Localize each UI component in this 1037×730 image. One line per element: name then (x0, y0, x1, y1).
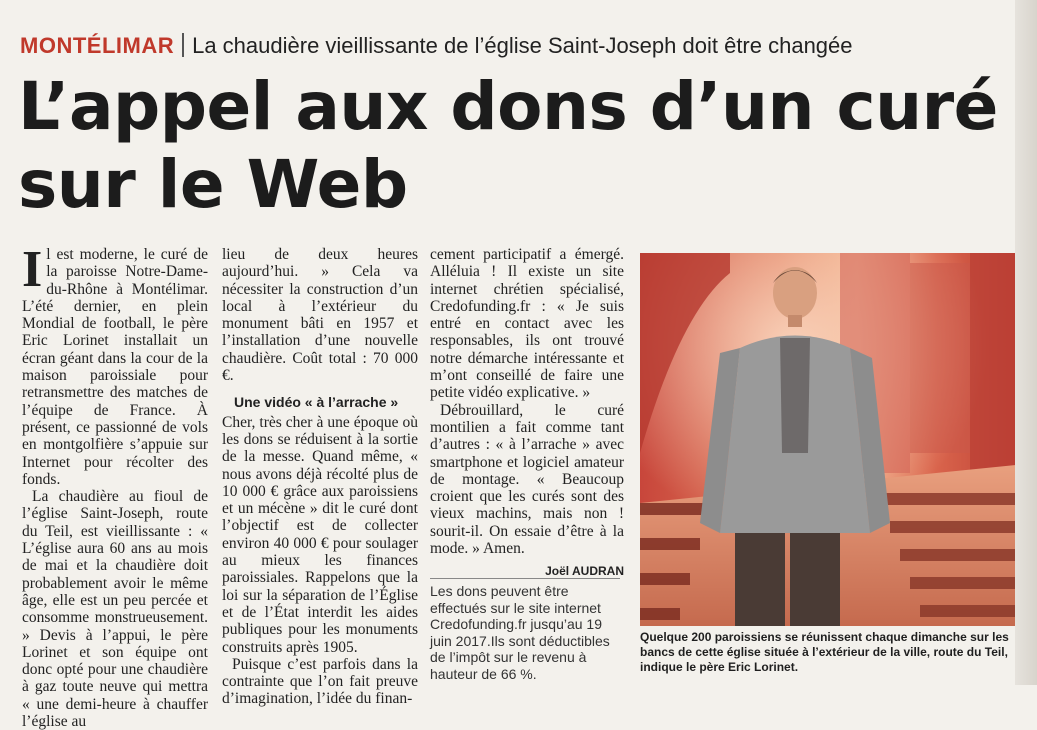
article-headline: L’appel aux dons d’un curé sur le Web (18, 68, 998, 223)
paragraph: Puisque c’est parfois dans la contrainte que l’on fait preuve d’imagination, l’idée du finan- (222, 655, 418, 708)
article-subtitle: La chaudière vieillissante de l’église Saint-Joseph doit être changée (192, 33, 853, 58)
article-column-2 (222, 246, 418, 708)
article-subhead: Une vidéo « à l’arrache » (234, 394, 399, 411)
page-edge (1015, 0, 1037, 685)
photo-caption: Quelque 200 paroissiens se réunissent chaque dimanche sur les bancs de cette église située à l’extérieur de la ville, route du Teil, indique le père Eric Lorinet. (640, 630, 1009, 674)
article-column-1 (22, 241, 208, 730)
article-kicker (20, 30, 853, 62)
donation-note: Les dons peuvent être effectués sur le site internet Credofunding.fr jusqu’au 19 juin 2017.Ils sont déductibles de l’impôt sur le revenu à hauteur de 66 %. (430, 578, 620, 682)
author-byline: Joël AUDRAN (545, 564, 624, 579)
paragraph: La chaudière au fioul de l’église Saint-Joseph, route du Teil, est vieillissante : « L’église aura 60 ans au mois de mai et la chaudière doit probablement avoir le même âge, elle est un peu percée et consomme monstrueusement. » Devis à l’appui, le père Lorinet et son équipe ont donc opté pour une chaudière à gaz toute neuve qui mettra « une demi-heure à chauffer l’église au (22, 488, 208, 730)
paragraph: Débrouillard, le curé montilien a fait comme tant d’autres : « à l’arrache » avec smartphone et logiciel amateur de montage. « Beaucoup croient que les curés sont des vieux machins, mais non ! sourit-il. On essaie d’être à la mode. » Amen. (430, 401, 624, 558)
article-column-3 (430, 246, 624, 581)
paragraph: cement participatif a émergé. Alléluia ! Il existe un site internet chrétien spécialisé, Credofunding.fr : « Je suis entré en contact avec les responsables, ils ont trouvé notre démarche intéressante et m’ont conseillé de faire une petite vidéo explicative. » (430, 246, 624, 402)
priest-photo (640, 253, 1035, 626)
section-label: MONTÉLIMAR (20, 33, 175, 58)
kicker-divider (182, 33, 184, 57)
drop-cap: I (22, 241, 43, 298)
paragraph (22, 241, 208, 488)
photo-illustration (640, 253, 1035, 626)
paragraph: lieu de deux heures aujourd’hui. » Cela va nécessiter la construction d’un local à l’extérieur du monument bâti en 1957 et l’installation d’une nouvelle chaudière. Coût total : 70 000 €. (222, 246, 418, 385)
paragraph-text: l est moderne, le curé de la paroisse Notre-Dame-du-Rhône à Montélimar. L’été dernier, en plein Mondial de football, le père Eric Lorinet installait un écran géant dans la cour de la maison paroissiale pour retransmettre des matches de l’équipe de France. À présent, ce passionné de vols en montgolfière s’appuie sur Internet pour récolter des fonds. (22, 246, 208, 488)
paragraph: Cher, très cher à une époque où les dons se réduisent à la sortie de la messe. Quand même, « nous avons déjà récolté plus de 10 000 € grâce aux paroissiens et un mécène » dit le curé dont l’objectif est de collecter environ 40 000 € pour soulager au mieux les finances paroissiales. Rappelons que la loi sur la séparation de l’Église et de l’État interdit les aides publiques pour les monuments construits après 1905. (222, 413, 418, 656)
